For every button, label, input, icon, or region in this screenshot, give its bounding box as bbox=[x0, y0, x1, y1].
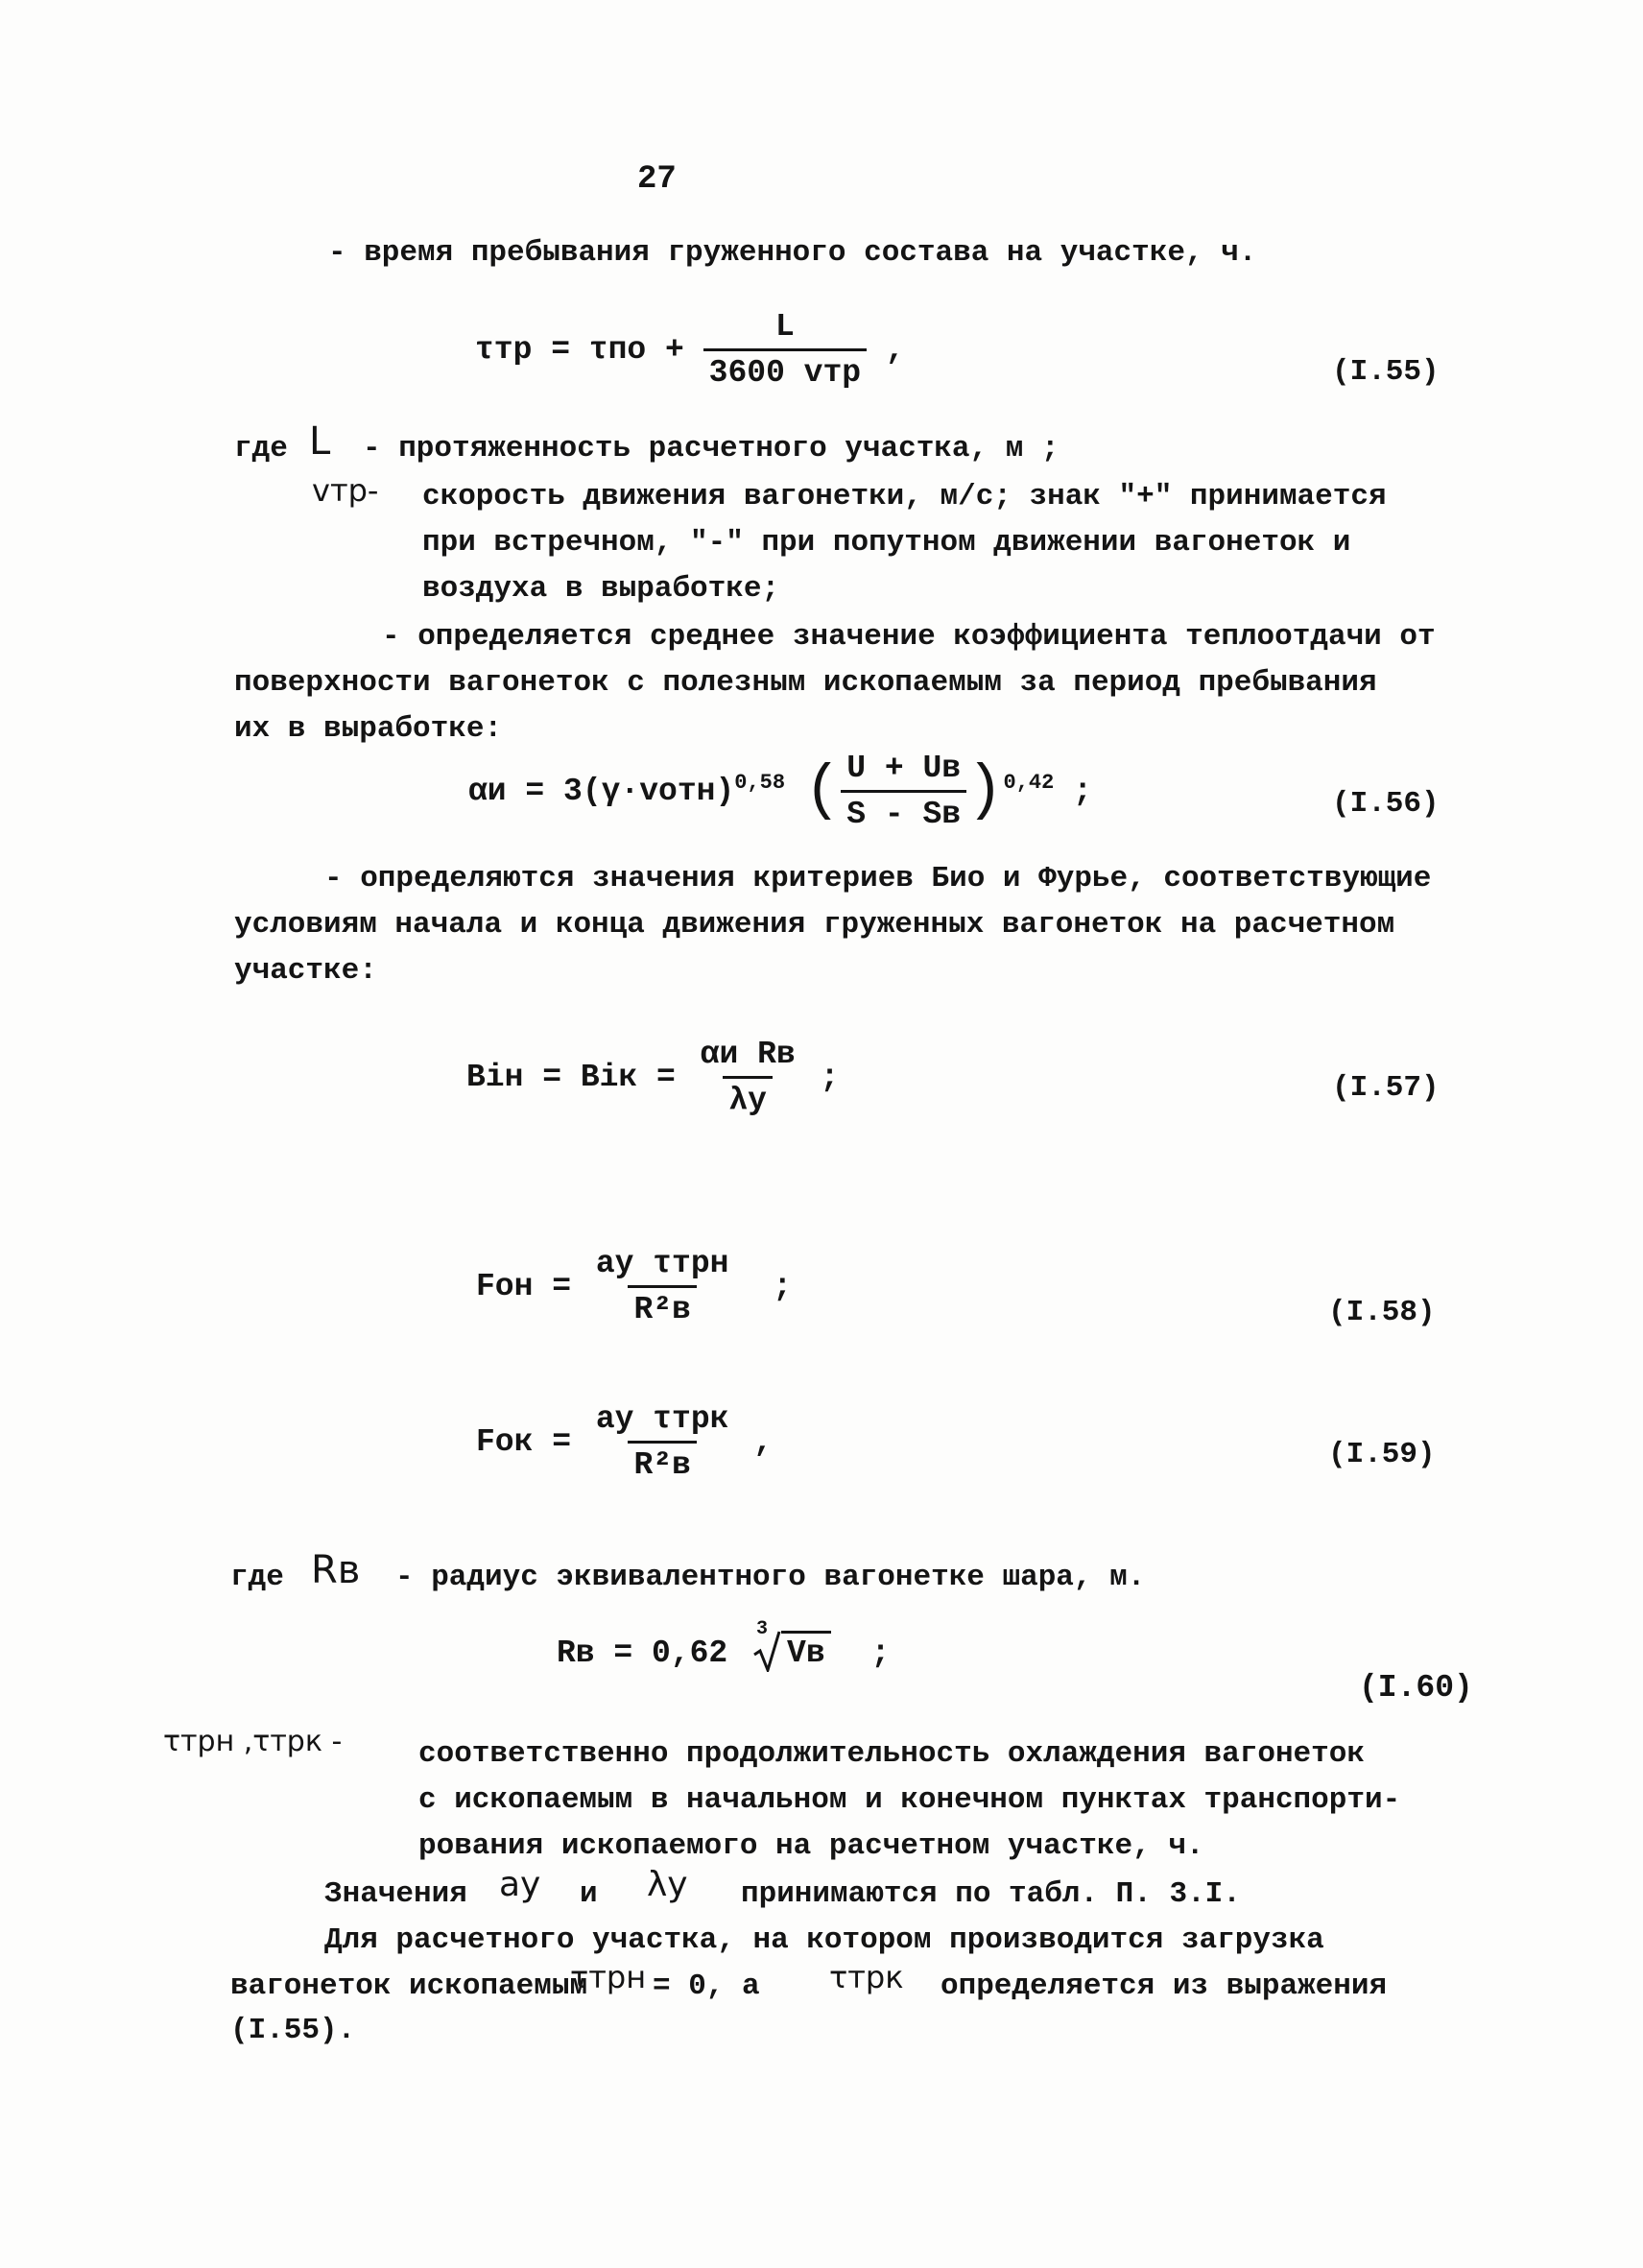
equation-1-60 bbox=[557, 1618, 891, 1671]
eq157-fraction bbox=[695, 1037, 801, 1118]
L-description: - протяженность расчетного участка, м ; bbox=[363, 432, 1060, 466]
eq156-numerator: U + Uв bbox=[846, 751, 962, 786]
final-line-2a: вагонеток ископаемым bbox=[230, 1970, 588, 2003]
tau-trn-symbol: τтрн bbox=[570, 1959, 647, 1995]
bio-paragraph-line-2: условиям начала и конца движения груженных вагонеток на расчетном bbox=[234, 908, 1395, 942]
eq159-numerator: aу τтрк bbox=[595, 1401, 729, 1437]
equation-1-57 bbox=[466, 1037, 839, 1118]
eq156-label: (I.56) bbox=[1332, 787, 1440, 821]
equation-1-59 bbox=[476, 1401, 773, 1483]
eq156-left-paren: ( bbox=[803, 756, 842, 826]
eq156-denominator: S - Sв bbox=[841, 790, 966, 832]
eq156-exp1: 0,58 bbox=[734, 771, 786, 796]
eq160-root-index: 3 bbox=[756, 1618, 769, 1640]
page-number: 27 bbox=[637, 161, 677, 198]
eq159-fraction bbox=[590, 1401, 735, 1483]
eq159-denominator: R²в bbox=[628, 1441, 696, 1483]
eq159-tail: , bbox=[753, 1424, 774, 1461]
eq155-label: (I.55) bbox=[1332, 355, 1440, 389]
eq157-tail: ; bbox=[820, 1060, 840, 1096]
equation-1-55 bbox=[475, 309, 905, 391]
values-note-and: и bbox=[580, 1877, 598, 1911]
eq158-tail: ; bbox=[773, 1269, 793, 1305]
lambda-y-symbol: λу bbox=[647, 1865, 688, 1904]
eq158-numerator: aу τтрн bbox=[595, 1246, 729, 1281]
eq155-fraction bbox=[703, 309, 867, 391]
eq155-numerator: L bbox=[774, 309, 795, 345]
eq157-numerator: αи Rв bbox=[700, 1037, 796, 1072]
eq156-lhs: αи = 3(γ·vотн) bbox=[468, 774, 735, 810]
tau-description-1: соответственно продолжительность охлаждения вагонеток bbox=[418, 1737, 1365, 1771]
tau-description-3: рования ископаемого на расчетном участке, ч. bbox=[418, 1829, 1204, 1863]
where-r-word: где bbox=[230, 1561, 284, 1594]
values-note-suffix: принимаются по табл. П. 3.I. bbox=[741, 1877, 1241, 1911]
eq157-lhs: Biн = Biк = bbox=[466, 1060, 676, 1096]
eq160-lhs: Rв = 0,62 bbox=[557, 1635, 728, 1671]
alpha-paragraph-line-3: их в выработке: bbox=[234, 712, 503, 746]
final-line-3: (I.55). bbox=[230, 2014, 356, 2047]
eq156-exp2: 0,42 bbox=[1003, 771, 1055, 796]
a-y-symbol: aу bbox=[499, 1865, 541, 1904]
residence-time-text: - время пребывания груженного состава на участке, ч. bbox=[328, 236, 1257, 270]
eq160-label: (I.60) bbox=[1359, 1670, 1473, 1706]
eq157-denominator: λу bbox=[723, 1076, 773, 1118]
eq155-lhs: τтр = τпо + bbox=[475, 332, 684, 369]
v-description-1: скорость движения вагонетки, м/с; знак "+" принимается bbox=[422, 480, 1387, 513]
eq159-lhs: Foк = bbox=[476, 1424, 572, 1461]
eq157-label: (I.57) bbox=[1332, 1071, 1440, 1105]
eq159-label: (I.59) bbox=[1328, 1438, 1436, 1471]
eq158-denominator: R²в bbox=[628, 1285, 696, 1327]
final-line-2b: = 0, а bbox=[653, 1970, 760, 2003]
v-description-3: воздуха в выработке; bbox=[422, 572, 780, 606]
where-word: где bbox=[234, 432, 288, 466]
v-description-2: при встречном, "-" при попутном движении вагонеток и bbox=[422, 526, 1351, 560]
radical-sign-icon bbox=[752, 1630, 781, 1672]
alpha-paragraph-line-2: поверхности вагонеток с полезным ископаемым за период пребывания bbox=[234, 666, 1377, 700]
tau-symbols: τтрн ,τтрк - bbox=[163, 1725, 343, 1758]
v-symbol: vтр- bbox=[312, 472, 379, 509]
eq156-right-paren: ) bbox=[966, 756, 1004, 826]
eq156-tail: ; bbox=[1073, 774, 1092, 810]
tau-description-2: с ископаемым в начальном и конечном пунктах транспорти- bbox=[418, 1783, 1401, 1817]
eq158-fraction bbox=[590, 1246, 735, 1327]
eq155-denominator: 3600 vтр bbox=[703, 348, 867, 391]
eq160-radicand: Vв bbox=[781, 1631, 831, 1671]
values-note-prefix: Значения bbox=[324, 1877, 467, 1911]
final-line-1: Для расчетного участка, на котором производится загрузка bbox=[324, 1923, 1324, 1957]
eq160-tail: ; bbox=[870, 1635, 891, 1671]
equation-1-56 bbox=[468, 751, 1092, 832]
eq155-tail: , bbox=[885, 332, 905, 369]
bio-paragraph-line-1: - определяются значения критериев Био и Фурье, соответствующие bbox=[324, 862, 1432, 895]
eq158-label: (I.58) bbox=[1328, 1296, 1436, 1329]
eq158-lhs: Foн = bbox=[476, 1269, 572, 1305]
r-description: - радиус эквивалентного вагонетке шара, м. bbox=[395, 1561, 1146, 1594]
tau-trk-symbol: τтрк bbox=[829, 1959, 904, 1995]
eq156-fraction bbox=[841, 751, 966, 832]
eq160-root bbox=[752, 1618, 831, 1671]
L-symbol: L bbox=[309, 419, 331, 464]
final-line-2c: определяется из выражения bbox=[941, 1970, 1388, 2003]
r-symbol: Rв bbox=[311, 1548, 361, 1592]
bio-paragraph-line-3: участке: bbox=[234, 954, 377, 988]
alpha-paragraph-line-1: - определяется среднее значение коэффициента теплоотдачи от bbox=[382, 620, 1436, 654]
equation-1-58 bbox=[476, 1246, 792, 1327]
